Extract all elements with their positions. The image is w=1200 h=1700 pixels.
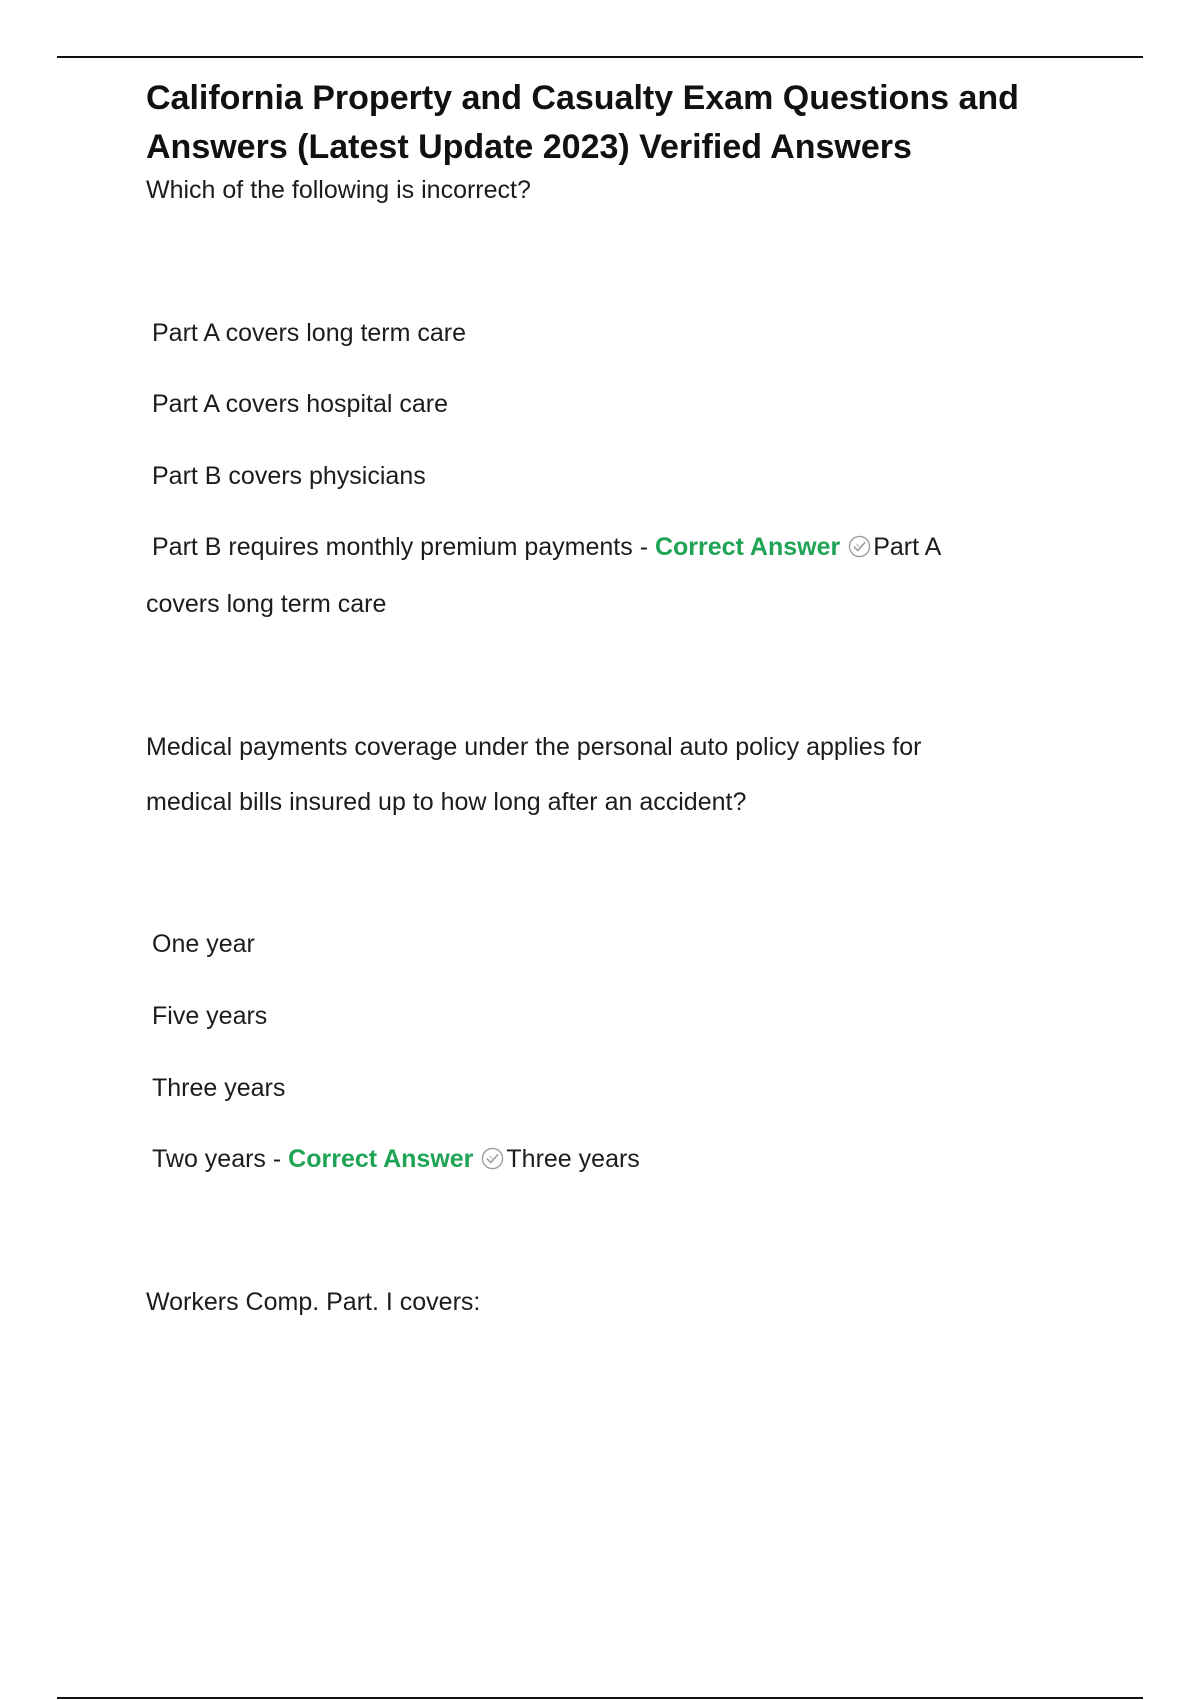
question-3-text: Workers Comp. Part. I covers: <box>146 1288 481 1316</box>
question-1-answer-line-2: covers long term care <box>146 590 387 618</box>
question-1-option-4: Part B requires monthly premium payments <box>152 533 633 561</box>
check-circle-icon <box>481 1147 504 1170</box>
question-2-option-3: Three years <box>152 1074 286 1102</box>
question-1-answer-line-1: Part A <box>873 533 942 561</box>
question-1-option-4-row <box>152 530 941 564</box>
question-1-option-3: Part B covers physicians <box>152 462 426 490</box>
question-2-option-1: One year <box>152 930 255 958</box>
check-circle-icon <box>848 535 871 558</box>
question-2-option-2: Five years <box>152 1002 268 1030</box>
correct-answer-label: Correct Answer <box>654 533 841 561</box>
answer-separator: - <box>632 533 655 561</box>
question-1-option-2: Part A covers hospital care <box>152 390 448 418</box>
bottom-rule <box>57 1697 1143 1699</box>
question-2-answer: Three years <box>506 1145 640 1173</box>
answer-separator: - <box>265 1145 289 1173</box>
top-rule <box>57 56 1143 58</box>
question-2-text-line-2: medical bills insured up to how long after an accident? <box>146 788 747 816</box>
correct-answer-label: Correct Answer <box>288 1145 474 1173</box>
question-2-option-4-row <box>152 1142 640 1176</box>
question-1-option-1: Part A covers long term care <box>152 319 467 347</box>
question-2-text-line-1: Medical payments coverage under the personal auto policy applies for <box>146 733 922 761</box>
question-2-option-4: Two years <box>152 1145 266 1173</box>
document-title: California Property and Casualty Exam Questions and Answers (Latest Update 2023) Verified Answers <box>146 79 1019 166</box>
question-1-text: Which of the following is incorrect? <box>146 176 531 204</box>
